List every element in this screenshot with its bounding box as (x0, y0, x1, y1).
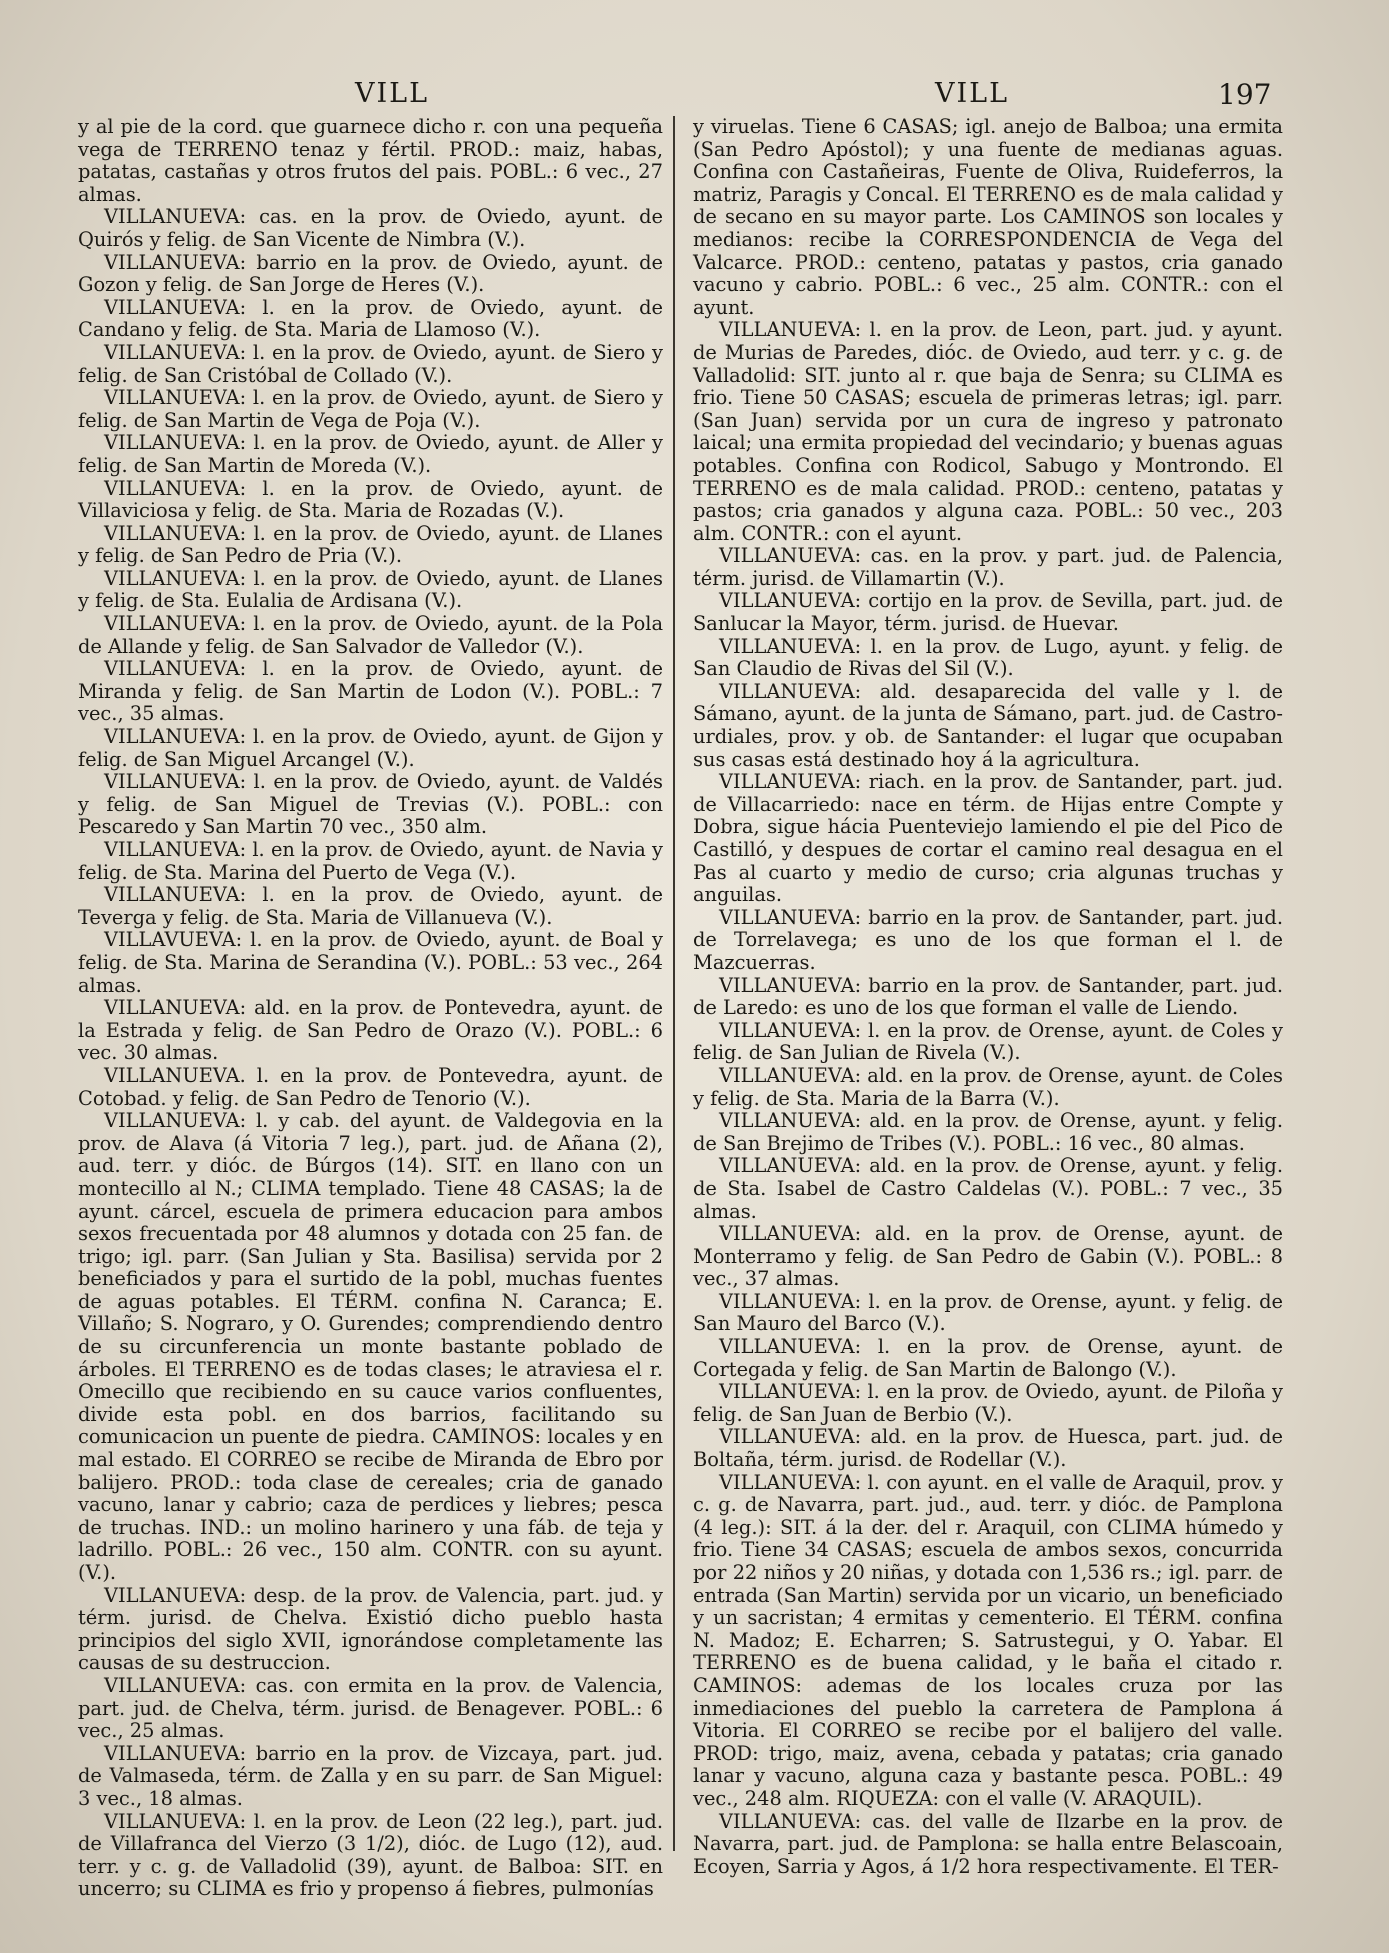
entry: VILLANUEVA: l. en la prov. de Oviedo, ayunt. de la Pola de Allande y felig. de San Salvador de Valledor (V.). (78, 612, 663, 658)
entry: VILLANUEVA: l. y cab. del ayunt. de Valdegovia en la prov. de Alava (á Vitoria 7 leg.), part. jud. de Añana (2), aud. terr. y dióc. de Búrgos (14). SIT. en llano con un montecillo al N.; CLIMA templado. Tiene 48 CASAS; la de ayunt. cárcel, escuela de primera educacion para ambos sexos frecuentada por 48 alumnos y dotada con 25 fan. de trigo; igl. parr. (San Julian y Sta. Basilisa) servida por 2 beneficiados y para el surtido de la pobl, muchas fuentes de aguas potables. El TÉRM. confina N. Caranca; E. Villaño; S. Nograro, y O. Gurendes; comprendiendo dentro de su circunferencia un monte bastante poblado de árboles. El TERRENO es de todas clases; le atraviesa el r. Omecillo que recibiendo en su cauce varios confluentes, divide esta pobl. en dos barrios, facilitando su comunicacion un puente de piedra. CAMINOS: locales y en mal estado. El CORREO se recibe de Miranda de Ebro por balijero. PROD.: toda clase de cereales; cria de ganado vacuno, lanar y cabrio; caza de perdices y liebres; pesca de truchas. IND.: un molino harinero y una fáb. de teja y ladrillo. POBL.: 26 vec., 150 alm. CONTR. con su ayunt. (V.). (78, 1109, 663, 1584)
entry: VILLANUEVA: ald. en la prov. de Pontevedra, ayunt. de la Estrada y felig. de San Pedro de Orazo (V.). POBL.: 6 vec. 30 almas. (78, 996, 663, 1065)
entry: VILLANUEVA. l. en la prov. de Pontevedra, ayunt. de Cotobad. y felig. de San Pedro de Tenorio (V.). (78, 1063, 663, 1110)
entry: VILLANUEVA: l. en la prov. de Orense, ayunt. de Cortegada y felig. de San Martin de Balongo (V.). (693, 1335, 1283, 1381)
entry: VILLANUEVA: barrio en la prov. de Oviedo, ayunt. de Gozon y felig. de San Jorge de Heres (V.). (78, 250, 663, 297)
page-number: 197 (1218, 78, 1272, 111)
column-rule (673, 116, 675, 1851)
entry: VILLANUEVA: desp. de la prov. de Valencia, part. jud. y térm. jurisd. de Chelva. Existió dicho pueblo hasta principios del siglo XVII, ignorándose completamente las causas de su destruccion. (78, 1583, 663, 1675)
running-head-left: VILL (355, 78, 430, 109)
entry: VILLANUEVA: l. en la prov. de Oviedo, ayunt. de Aller y felig. de San Martin de Moreda (V.). (78, 431, 663, 477)
entry: VILLANUEVA: ald. en la prov. de Orense, ayunt. de Coles y felig. de Sta. Maria de la Barra (V.). (693, 1063, 1283, 1110)
entry: VILLANUEVA: cas. con ermita en la prov. de Valencia, part. jud. de Chelva, térm. jurisd. de Benagever. POBL.: 6 vec., 25 almas. (78, 1673, 663, 1743)
entry: VILLANUEVA: cas. en la prov. y part. jud. de Palencia, térm. jurisd. de Villamartin (V.). (693, 544, 1283, 590)
entry: y viruelas. Tiene 6 CASAS; igl. anejo de Balboa; una ermita (San Pedro Apóstol); y una fuente de medianas aguas. Confina con Castañeiras, Fuente de Oliva, Ruideferros, la matriz, Paragis y Concal. El TERRENO es de mala calidad y de secano en su mayor parte. Los CAMINOS son locales y medianos: recibe la CORRESPONDENCIA de Vega del Valcarce. PROD.: centeno, patatas y pastos, cria ganado vacuno y cabrio. POBL.: 6 vec., 25 alm. CONTR.: con el ayunt. (693, 115, 1283, 319)
entry: VILLANUEVA: barrio en la prov. de Vizcaya, part. jud. de Valmaseda, térm. de Zalla y en su parr. de San Miguel: 3 vec., 18 almas. (78, 1741, 663, 1810)
right-column (693, 115, 1283, 1878)
left-column (78, 115, 663, 1901)
entry: VILLANUEVA: barrio en la prov. de Santander, part. jud. de Laredo: es uno de los que forman el valle de Liendo. (693, 973, 1283, 1020)
entry: VILLANUEVA: l. en la prov. de Oviedo, ayunt. de Piloña y felig. de San Juan de Berbio (V.). (693, 1380, 1283, 1426)
entry: VILLANUEVA: l. en la prov. de Leon, part. jud. y ayunt. de Murias de Paredes, dióc. de Oviedo, aud terr. y c. g. de Valladolid: SIT. junto al r. que baja de Senra; su CLIMA es frio. Tiene 50 CASAS; escuela de primeras letras; igl. parr. (San Juan) servida por un cura de ingreso y patronato laical; una ermita propiedad del vecindario; y buenas aguas potables. Confina con Rodicol, Sabugo y Montrondo. El TERRENO es de mala calidad. PROD.: centeno, patatas y pastos; cria ganados y alguna caza. POBL.: 50 vec., 203 alm. CONTR.: con el ayunt. (693, 318, 1283, 545)
entry: VILLANUEVA: l. en la prov. de Oviedo, ayunt. de Llanes y felig. de San Pedro de Pria (V.). (78, 521, 663, 568)
running-head-right: VILL (935, 78, 1010, 109)
entry: VILLANUEVA: l. en la prov. de Oviedo, ayunt. de Candano y felig. de Sta. Maria de Llamoso (V.). (78, 295, 663, 342)
entry: VILLANUEVA: cas. del valle de Ilzarbe en la prov. de Navarra, part. jud. de Pamplona: se halla entre Belascoain, Ecoyen, Sarria y Agos, á 1/2 hora respectivamente. El TER- (693, 1809, 1283, 1878)
entry: VILLANUEVA: ald. en la prov. de Orense, ayunt. de Monterramo y felig. de San Pedro de Gabin (V.). POBL.: 8 vec., 37 almas. (693, 1222, 1283, 1291)
entry: VILLANUEVA: cas. en la prov. de Oviedo, ayunt. de Quirós y felig. de San Vicente de Nimbra (V.). (78, 205, 663, 251)
entry: VILLANUEVA: l. en la prov. de Oviedo, ayunt. de Llanes y felig. de Sta. Eulalia de Ardisana (V.). (78, 566, 663, 613)
entry: VILLANUEVA: l. en la prov. de Oviedo, ayunt. de Navia y felig. de Sta. Marina del Puerto de Vega (V.). (78, 838, 663, 884)
entry: VILLANUEVA: l. en la prov. de Orense, ayunt. de Coles y felig. de San Julian de Rivela (V.). (693, 1018, 1283, 1065)
entry: VILLANUEVA: l. en la prov. de Leon (22 leg.), part. jud. de Villafranca del Vierzo (3 1/2), dióc. de Lugo (12), aud. terr. y c. g. de Valladolid (39), ayunt. de Balboa: SIT. en uncerro; su CLIMA es frio y propenso á fiebres, pulmonías (78, 1809, 663, 1901)
entry: VILLANUEVA: cortijo en la prov. de Sevilla, part. jud. de Sanlucar la Mayor, térm. jurisd. de Huevar. (693, 589, 1283, 636)
entry: VILLANUEVA: l. en la prov. de Oviedo, ayunt. de Teverga y felig. de Sta. Maria de Villanueva (V.). (78, 883, 663, 929)
entry: y al pie de la cord. que guarnece dicho r. con una pequeña vega de TERRENO tenaz y fértil. PROD.: maiz, habas, patatas, castañas y otros frutos del pais. POBL.: 6 vec., 27 almas. (78, 115, 663, 206)
entry: VILLANUEVA: l. en la prov. de Oviedo, ayunt. de Valdés y felig. de San Miguel de Trevias (V.). POBL.: con Pescaredo y San Martin 70 vec., 350 alm. (78, 770, 663, 839)
entry: VILLANUEVA: l. en la prov. de Oviedo, ayunt. de Gijon y felig. de San Miguel Arcangel (V.). (78, 725, 663, 771)
entry: VILLANUEVA: l. en la prov. de Oviedo, ayunt. de Siero y felig. de San Cristóbal de Collado (V.). (78, 340, 663, 387)
entry: VILLANUEVA: l. en la prov. de Orense, ayunt. y felig. de San Mauro del Barco (V.). (693, 1289, 1283, 1336)
entry: VILLANUEVA: barrio en la prov. de Santander, part. jud. de Torrelavega; es uno de los que forman el l. de Mazcuerras. (693, 905, 1283, 974)
entry: VILLANUEVA: ald. en la prov. de Orense, ayunt. y felig. de San Brejimo de Tribes (V.). POBL.: 16 vec., 80 almas. (693, 1109, 1283, 1155)
entry: VILLANUEVA: l. en la prov. de Oviedo, ayunt. de Villaviciosa y felig. de Sta. Maria de Rozadas (V.). (78, 476, 663, 523)
entry: VILLANUEVA: l. con ayunt. en el valle de Araquil, prov. y c. g. de Navarra, part. jud., aud. terr. y dióc. de Pamplona (4 leg.): SIT. á la der. del r. Araquil, con CLIMA húmedo y frio. Tiene 34 CASAS; escuela de ambos sexos, concurrida por 22 niños y 20 niñas, y dotada con 1,536 rs.; igl. parr. de entrada (San Martin) servida por un vicario, un beneficiado y un sacristan; 4 ermitas y cementerio. El TÉRM. confina N. Madoz; E. Echarren; S. Satrustegui, y O. Yabar. El TERRENO es de buena calidad, y le baña el citado r. CAMINOS: ademas de los locales cruza por las inmediaciones del pueblo la carretera de Pamplona á Vitoria. El CORREO se recibe por el balijero del valle. PROD: trigo, maiz, avena, cebada y patatas; cria ganado lanar y vacuno, alguna caza y bastante pesca. POBL.: 49 vec., 248 alm. RIQUEZA: con el valle (V. ARAQUIL). (693, 1470, 1283, 1810)
entry: VILLANUEVA: ald. desaparecida del valle y l. de Sámano, ayunt. de la junta de Sámano, part. jud. de Castro-urdiales, prov. y ob. de Santander: el lugar que ocupaban sus casas está destinado hoy á la agricultura. (693, 679, 1283, 771)
entry: VILLANUEVA: ald. en la prov. de Orense, ayunt. y felig. de Sta. Isabel de Castro Caldelas (V.). POBL.: 7 vec., 35 almas. (693, 1154, 1283, 1223)
entry: VILLANUEVA: riach. en la prov. de Santander, part. jud. de Villacarriedo: nace en térm. de Hijas entre Compte y Dobra, sigue hácia Puenteviejo lamiendo el pie del Pico de Castilló, y despues de cortar el camino real desagua en el Pas al cuarto y medio de curso; cria algunas truchas y anguilas. (693, 770, 1283, 907)
entry: VILLAVUEVA: l. en la prov. de Oviedo, ayunt. de Boal y felig. de Sta. Marina de Serandina (V.). POBL.: 53 vec., 264 almas. (78, 928, 663, 997)
entry: VILLANUEVA: l. en la prov. de Oviedo, ayunt. de Siero y felig. de San Martin de Vega de Poja (V.). (78, 386, 663, 432)
entry: VILLANUEVA: ald. en la prov. de Huesca, part. jud. de Boltaña, térm. jurisd. de Rodellar (V.). (693, 1425, 1283, 1472)
entry: VILLANUEVA: l. en la prov. de Lugo, ayunt. y felig. de San Claudio de Rivas del Sil (V.). (693, 634, 1283, 681)
entry: VILLANUEVA: l. en la prov. de Oviedo, ayunt. de Miranda y felig. de San Martin de Lodon (V.). POBL.: 7 vec., 35 almas. (78, 657, 663, 726)
